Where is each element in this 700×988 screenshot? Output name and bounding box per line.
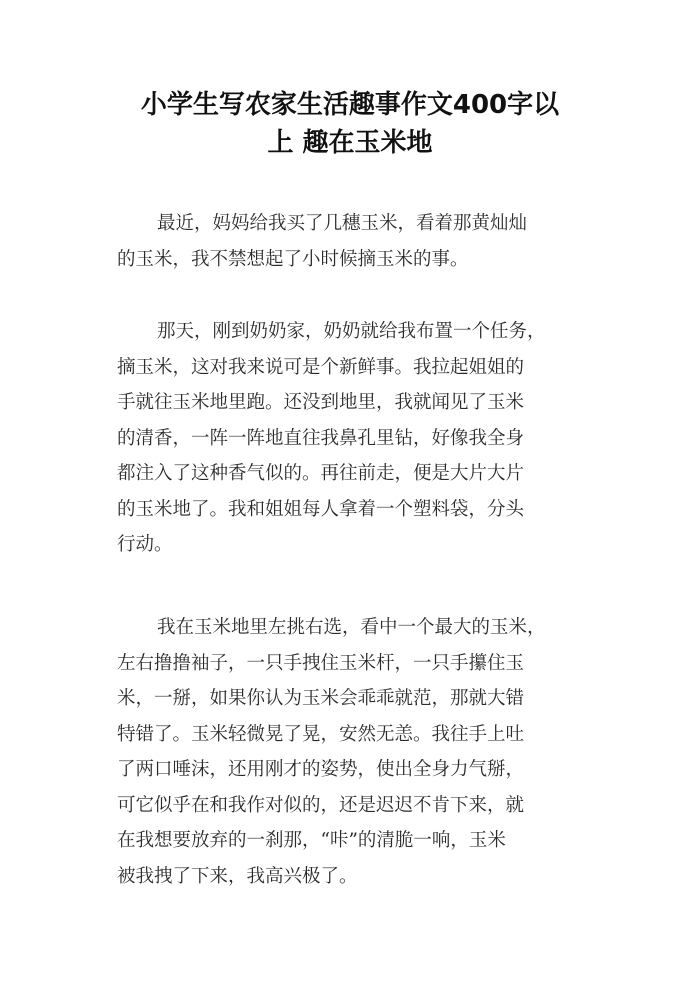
paragraph-line: 手就往玉米地里跑。还没到地里，我就闻见了玉米 bbox=[117, 392, 525, 413]
paragraph-line: 被我拽了下来，我高兴极了。 bbox=[117, 865, 358, 887]
paragraph-line: 行动。 bbox=[117, 534, 173, 555]
paragraph-line: 特错了。玉米轻微晃了晃，安然无恙。我往手上吐 bbox=[117, 723, 525, 745]
paragraph-line: 摘玉米，这对我来说可是个新鲜事。我拉起姐姐的 bbox=[117, 356, 525, 378]
title-line-1: 小学生写农家生活趣事作文400字以 bbox=[140, 90, 560, 120]
paragraph-line: 在我想要放弃的一刹那，“咔”的清脆一响，玉米 bbox=[117, 830, 506, 851]
paragraph-line: 了两口唾沫，还用刚才的姿势，使出全身力气掰， bbox=[117, 759, 525, 780]
paragraph-1 bbox=[117, 206, 587, 277]
paragraph-2 bbox=[117, 314, 587, 563]
paragraph-line: 最近，妈妈给我买了几穗玉米，看着那黄灿灿 bbox=[157, 213, 528, 234]
paragraph-line: 那天，刚到奶奶家，奶奶就给我布置一个任务， bbox=[157, 321, 546, 342]
document-title bbox=[100, 86, 600, 162]
paragraph-line: 的玉米，我不禁想起了小时候摘玉米的事。 bbox=[117, 248, 469, 270]
paragraph bbox=[117, 610, 587, 894]
paragraph-line: 可它似乎在和我作对似的，还是迟迟不肯下来，就 bbox=[117, 794, 525, 816]
paragraph-line: 我在玉米地里左挑右选，看中一个最大的玉米， bbox=[157, 617, 546, 638]
paragraph-line: 左右撸撸袖子，一只手拽住玉米杆，一只手攥住玉 bbox=[117, 652, 525, 674]
paragraph-3 bbox=[117, 610, 587, 894]
paragraph-line: 的清香，一阵一阵地直往我鼻孔里钻，好像我全身 bbox=[117, 427, 525, 449]
title-line-2: 上 趣在玉米地 bbox=[267, 128, 433, 158]
paragraph bbox=[117, 206, 587, 277]
paragraph bbox=[117, 314, 587, 563]
paragraph-line: 米，一掰，如果你认为玉米会乖乖就范，那就大错 bbox=[117, 688, 525, 709]
paragraph-line: 都注入了这种香气似的。再往前走，便是大片大片 bbox=[117, 463, 525, 484]
paragraph-line: 的玉米地了。我和姐姐每人拿着一个塑料袋，分头 bbox=[117, 498, 525, 520]
